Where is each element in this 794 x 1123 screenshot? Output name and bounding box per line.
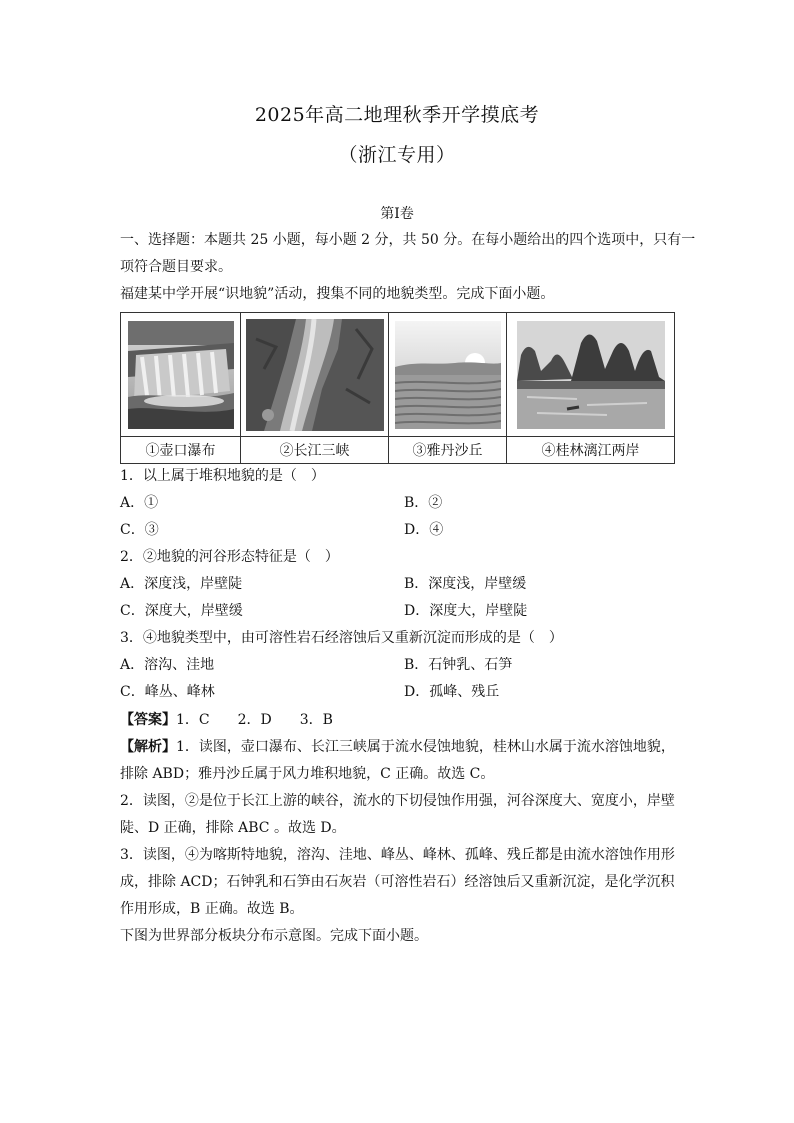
analysis-line-7: 作用形成，B 正确。故选 B。 [120, 901, 304, 917]
image-caption-4: ④桂林漓江两岸 [507, 437, 675, 464]
gorge-photo [246, 319, 384, 431]
question-1-option-a[interactable]: A．① [120, 495, 159, 511]
answer-text: 1．C 2．D 3．B [176, 712, 333, 728]
question-3-option-b[interactable]: B．石钟乳、石笋 [404, 657, 513, 673]
karst-river-photo [517, 321, 665, 429]
group2-intro: 下图为世界部分板块分布示意图。完成下面小题。 [120, 928, 428, 944]
question-3-option-c[interactable]: C．峰丛、峰林 [120, 684, 215, 700]
instructions-line-1: 一、选择题：本题共 25 小题，每小题 2 分，共 50 分。在每小题给出的四个选项中，只有一 [120, 232, 696, 248]
image-cell-2 [241, 313, 389, 437]
analysis-line-3: 2．读图，②是位于长江上游的峡谷，流水的下切侵蚀作用强，河谷深度大、宽度小，岸壁 [120, 793, 675, 809]
answer-line [120, 711, 680, 729]
question-2-option-b[interactable]: B．深度浅，岸壁缓 [404, 576, 527, 592]
question-3-option-d[interactable]: D．孤峰、残丘 [404, 684, 500, 700]
image-caption-1: ①壶口瀑布 [121, 437, 241, 464]
image-cell-4 [507, 313, 675, 437]
question-2-option-c[interactable]: C．深度大，岸壁缓 [120, 603, 243, 619]
group1-intro: 福建某中学开展“识地貌”活动，搜集不同的地貌类型。完成下面小题。 [120, 286, 555, 302]
question-1-option-b[interactable]: B．② [404, 495, 443, 511]
analysis-line-4: 陡、D 正确，排除 ABC 。故选 D。 [120, 820, 346, 836]
dune-photo [395, 321, 501, 429]
image-cell-3 [389, 313, 507, 437]
analysis-line-5: 3．读图，④为喀斯特地貌，溶沟、洼地、峰丛、峰林、孤峰、残丘都是由流水溶蚀作用形 [120, 847, 675, 863]
question-3-stem: 3．④地貌类型中，由可溶性岩石经溶蚀后又重新沉淀而形成的是（ ） [120, 630, 563, 646]
instructions-line-2: 项符合题目要求。 [120, 259, 232, 275]
question-3-option-a[interactable]: A．溶沟、洼地 [120, 657, 215, 673]
landform-image-table [120, 312, 675, 464]
question-2-option-a[interactable]: A．深度浅，岸壁陡 [120, 576, 243, 592]
analysis-line-1 [120, 738, 680, 756]
page-subtitle: （浙江专用） [338, 144, 456, 166]
image-caption-2: ②长江三峡 [241, 437, 389, 464]
waterfall-photo [128, 321, 234, 429]
question-2-stem: 2．②地貌的河谷形态特征是（ ） [120, 549, 339, 565]
question-2-option-d[interactable]: D．深度大，岸壁陡 [404, 603, 528, 619]
question-1-stem: 1．以上属于堆积地貌的是（ ） [120, 468, 325, 484]
image-cell-1 [121, 313, 241, 437]
analysis-line-2: 排除 ABD；雅丹沙丘属于风力堆积地貌，C 正确。故选 C。 [120, 766, 495, 782]
volume-heading: 第Ⅰ卷 [380, 206, 414, 222]
analysis-line-6: 成，排除 ACD；石钟乳和石笋由石灰岩（可溶性岩石）经溶蚀后又重新沉淀，是化学沉积 [120, 874, 675, 890]
question-1-option-d[interactable]: D．④ [404, 522, 444, 538]
image-caption-3: ③雅丹沙丘 [389, 437, 507, 464]
page-title: 2025年高二地理秋季开学摸底考 [254, 104, 540, 126]
question-1-option-c[interactable]: C．③ [120, 522, 159, 538]
analysis-label: 【解析】 [120, 739, 176, 755]
answer-label: 【答案】 [120, 712, 176, 728]
analysis-text-1: 1．读图，壶口瀑布、长江三峡属于流水侵蚀地貌，桂林山水属于流水溶蚀地貌， [176, 739, 675, 755]
